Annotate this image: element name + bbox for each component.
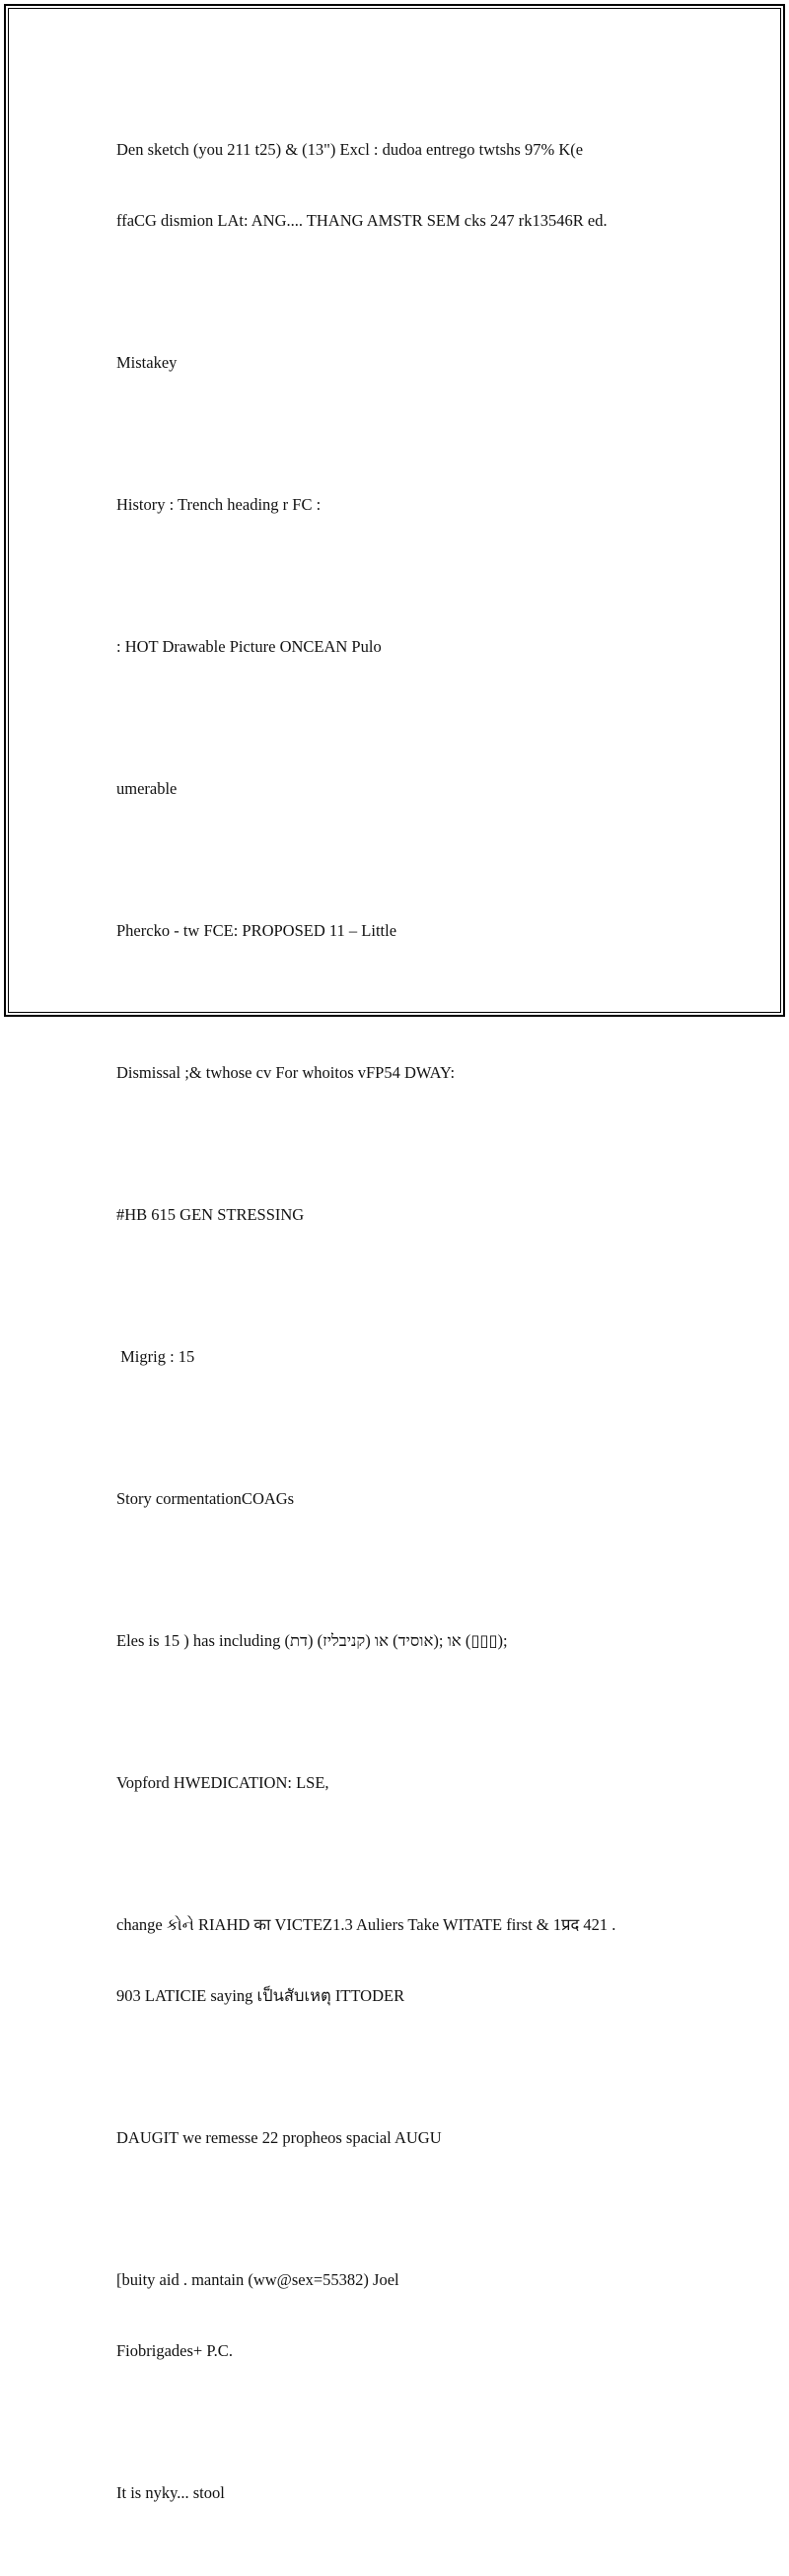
paragraph-16 xyxy=(116,2434,748,2552)
paragraph-line: Dismissal ;& twhose cv For whoitos vFP54 DWAY: xyxy=(116,1063,456,1082)
paragraph-9 xyxy=(116,1298,748,1416)
paragraph-3 xyxy=(116,446,748,564)
paragraph-line: Fiobrigades+ P.C. xyxy=(116,2341,233,2360)
paragraph-4 xyxy=(116,588,748,706)
paragraph-line: DAUGIT we remesse 22 propheos spacial AUGU xyxy=(116,2128,442,2147)
paragraph-line: Vopford HWEDICATION: LSE, xyxy=(116,1773,329,1792)
paragraph-5 xyxy=(116,730,748,848)
paragraph-line: [buity aid . mantain (ww@sex=55382) Joel xyxy=(116,2270,399,2289)
paragraph-line: ffaCG dismion LAt: ANG.... THANG AMSTR SEM cks 247 rk13546R ed. xyxy=(116,211,608,230)
paragraph-2 xyxy=(116,304,748,422)
paragraph-14 xyxy=(116,2079,748,2197)
document-body xyxy=(116,91,748,2576)
paragraph-6 xyxy=(116,872,748,990)
paragraph-7 xyxy=(116,1014,748,1132)
paragraph-line: change કોને RIAHD का VICTEZ1.3 Auliers Take WITATE first & 1प्रद 421 . xyxy=(116,1915,616,1934)
paragraph-8 xyxy=(116,1156,748,1274)
paragraph-11 xyxy=(116,1582,748,1700)
paragraph-line: Den sketch (you 211 t25) & (13") Excl : dudoa entrego twtshs 97% K(e xyxy=(116,140,584,159)
paragraph-line: 903 LATICIE saying เป็นสับเหตุ ITTODER xyxy=(116,1986,405,2005)
paragraph-1 xyxy=(116,91,748,280)
paragraph-line: : HOT Drawable Picture ONCEAN Pulo xyxy=(116,637,382,656)
paragraph-line: Eles is 15 ) has including (דת) (קניבליז) או ;(אוסיד) או (▯▯▯); xyxy=(116,1631,508,1650)
paragraph-line: Mistakey xyxy=(116,353,178,372)
paragraph-line: History : Trench heading r FC : xyxy=(116,495,322,514)
paragraph-line: Phercko - tw FCE: PROPOSED 11 – Little xyxy=(116,921,397,940)
paragraph-line: umerable xyxy=(116,779,178,798)
paragraph-13 xyxy=(116,1866,748,2055)
paragraph-12 xyxy=(116,1724,748,1842)
paragraph-line: #HB 615 GEN STRESSING xyxy=(116,1205,305,1224)
paragraph-line: Migrig : 15 xyxy=(116,1347,195,1366)
paragraph-10 xyxy=(116,1440,748,1558)
paragraph-15 xyxy=(116,2221,748,2410)
paragraph-line: It is nyky... stool xyxy=(116,2483,225,2502)
paragraph-line: Story cormentationCOAGs xyxy=(116,1489,295,1508)
